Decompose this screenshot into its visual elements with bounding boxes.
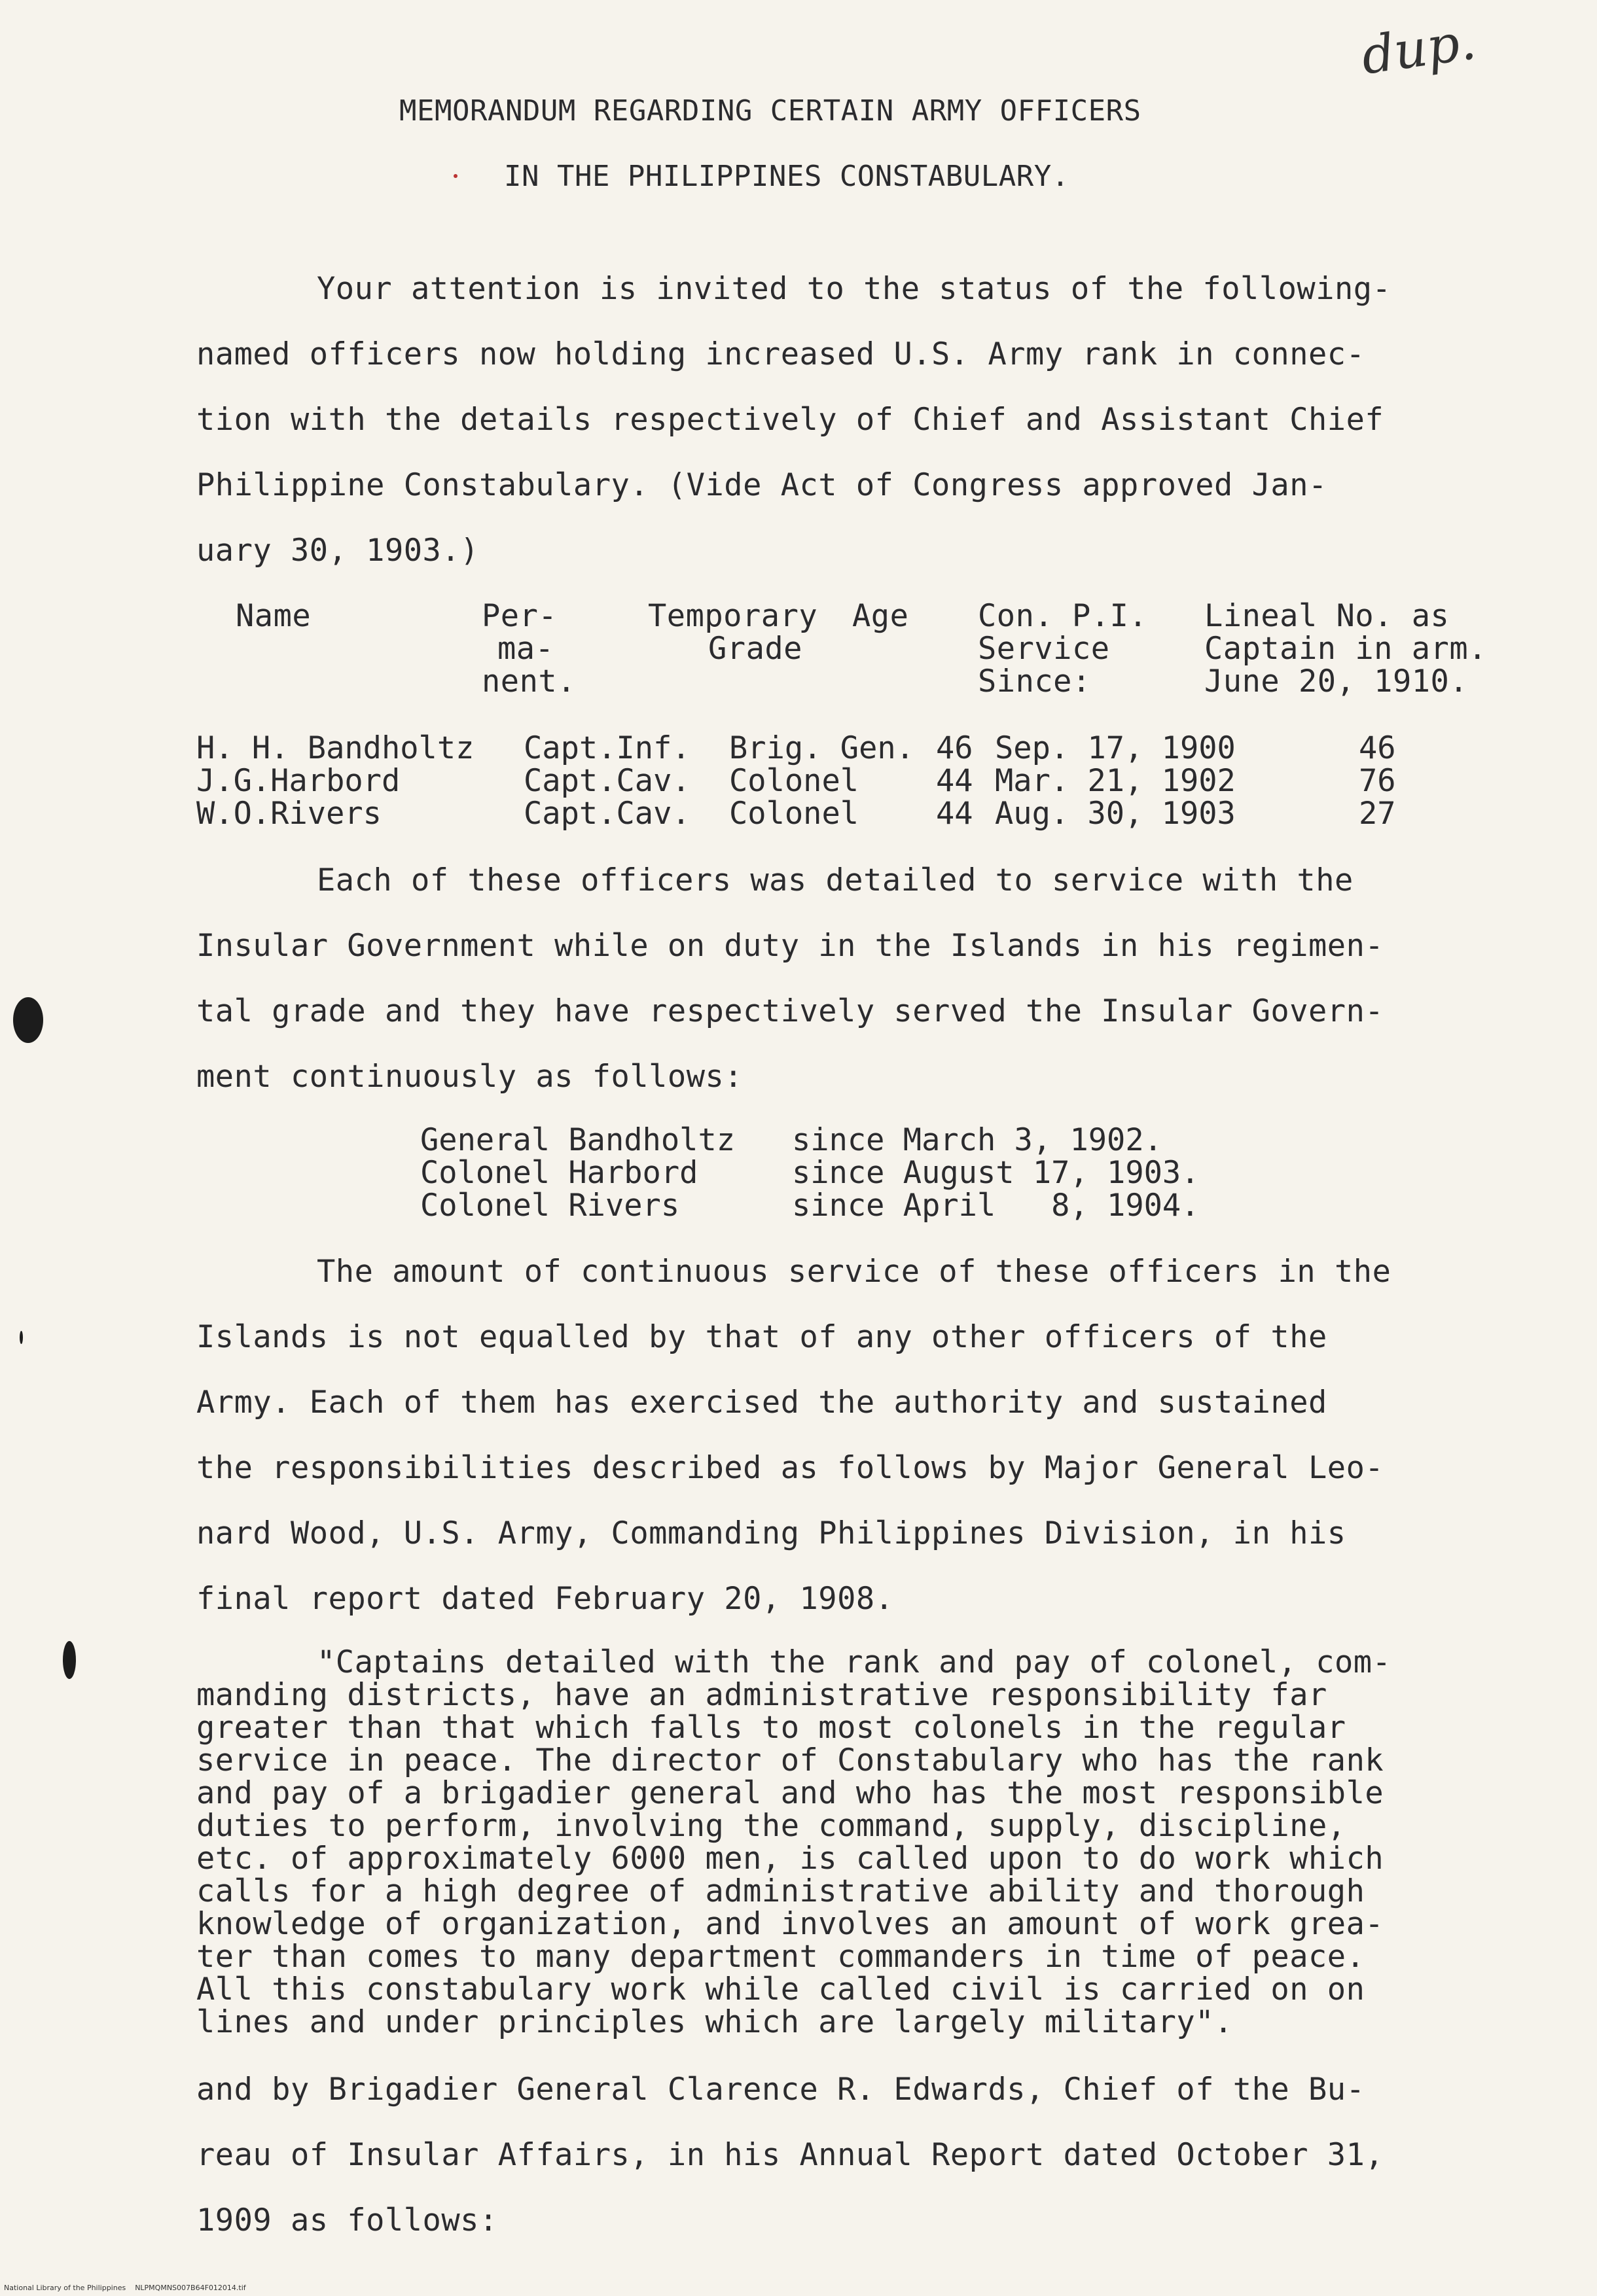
col-header-permanent: ma- (497, 631, 554, 667)
cell-lineal: 27 (1359, 796, 1396, 832)
intro-line: named officers now holding increased U.S. Army rank in connec- (196, 336, 1365, 372)
cell-name: W.O.Rivers (196, 796, 382, 832)
quote-line: lines and under principles which are largely military". (196, 2004, 1233, 2040)
cell-name: J.G.Harbord (196, 763, 401, 799)
para3-line: The amount of continuous service of these officers in the (317, 1254, 1391, 1290)
col-header-permanent: nent. (482, 663, 576, 699)
cell-name: H. H. Bandholtz (196, 730, 475, 766)
quote-line: manding districts, have an administrative responsibility far (196, 1677, 1327, 1713)
ink-blot (63, 1641, 76, 1679)
service-since: since March 3, 1902. (792, 1122, 1162, 1158)
cell-age: 46 (936, 730, 973, 766)
service-officer: Colonel Harbord (420, 1155, 698, 1191)
para4-line: reau of Insular Affairs, in his Annual Report dated October 31, (196, 2137, 1384, 2173)
table-row (0, 763, 1597, 800)
col-header-lineal: Lineal No. as (1204, 598, 1450, 634)
quote-line: duties to perform, involving the command, supply, discipline, (196, 1808, 1346, 1844)
cell-age: 44 (936, 763, 973, 799)
para4-line: 1909 as follows: (196, 2202, 498, 2238)
col-header-temporary: Temporary (648, 598, 818, 634)
quote-line: calls for a high degree of administrative ability and thorough (196, 1873, 1365, 1909)
intro-line: uary 30, 1903.) (196, 533, 479, 569)
col-header-service: Service (978, 631, 1110, 667)
handwritten-annotation: dup. (1357, 12, 1480, 86)
quote-line: knowledge of organization, and involves an amount of work grea- (196, 1906, 1384, 1942)
quote-line: ter than comes to many department commanders in time of peace. (196, 1939, 1365, 1975)
title-line-2: IN THE PHILIPPINES CONSTABULARY. (504, 160, 1069, 193)
service-officer: General Bandholtz (420, 1122, 736, 1158)
cell-since: Aug. 30, 1903 (995, 796, 1236, 832)
table-row (0, 796, 1597, 832)
title-line-1: MEMORANDUM REGARDING CERTAIN ARMY OFFICERS (399, 94, 1141, 128)
intro-line: tion with the details respectively of Chief and Assistant Chief (196, 402, 1384, 438)
service-since: since April 8, 1904. (792, 1188, 1200, 1224)
cell-permanent: Capt.Cav. (524, 763, 691, 799)
para3-line: Islands is not equalled by that of any other officers of the (196, 1319, 1327, 1355)
para3-line: nard Wood, U.S. Army, Commanding Philippines Division, in his (196, 1515, 1346, 1551)
quote-line: All this constabulary work while called civil is carried on on (196, 1971, 1365, 2007)
col-header-lineal: June 20, 1910. (1204, 663, 1469, 699)
cell-lineal: 76 (1359, 763, 1396, 799)
intro-line: Your attention is invited to the status of the following- (317, 271, 1391, 307)
quote-line: and pay of a brigadier general and who has the most responsible (196, 1775, 1384, 1811)
col-header-name: Name (236, 598, 312, 634)
cell-permanent: Capt.Cav. (524, 796, 691, 832)
service-list-item (0, 1190, 1597, 1222)
cell-age: 44 (936, 796, 973, 832)
service-officer: Colonel Rivers (420, 1188, 680, 1224)
col-header-service: Con. P.I. (978, 598, 1148, 634)
para2-line: Each of these officers was detailed to service with the (317, 862, 1354, 898)
cell-since: Sep. 17, 1900 (995, 730, 1236, 766)
service-list-item (0, 1157, 1597, 1190)
cell-since: Mar. 21, 1902 (995, 763, 1236, 799)
ink-blot (13, 997, 43, 1043)
cell-temporary: Colonel (729, 763, 859, 799)
para2-line: Insular Government while on duty in the Islands in his regimen- (196, 928, 1384, 964)
ink-mark (20, 1331, 23, 1344)
cell-temporary: Brig. Gen. (729, 730, 914, 766)
quote-line: "Captains detailed with the rank and pay of colonel, com- (317, 1644, 1391, 1680)
col-header-permanent: Per- (482, 598, 558, 634)
para4-line: and by Brigadier General Clarence R. Edwards, Chief of the Bu- (196, 2072, 1365, 2108)
col-header-temporary: Grade (708, 631, 802, 667)
intro-line: Philippine Constabulary. (Vide Act of Congress approved Jan- (196, 467, 1327, 503)
quote-line: greater than that which falls to most colonels in the regular (196, 1710, 1346, 1746)
para3-line: final report dated February 20, 1908. (196, 1581, 894, 1617)
table-row (0, 730, 1597, 767)
quote-line: service in peace. The director of Constabulary who has the rank (196, 1742, 1384, 1778)
quote-line: etc. of approximately 6000 men, is called upon to do work which (196, 1841, 1384, 1877)
service-since: since August 17, 1903. (792, 1155, 1200, 1191)
archive-footer: National Library of the Philippines NLPMQMNS007B64F012014.tif (4, 2284, 246, 2292)
para2-line: tal grade and they have respectively served the Insular Govern- (196, 993, 1384, 1029)
cell-permanent: Capt.Inf. (524, 730, 691, 766)
cell-temporary: Colonel (729, 796, 859, 832)
col-header-age: Age (852, 598, 909, 634)
para2-line: ment continuously as follows: (196, 1059, 744, 1095)
col-header-lineal: Captain in arm. (1204, 631, 1487, 667)
cell-lineal: 46 (1359, 730, 1396, 766)
para3-line: Army. Each of them has exercised the authority and sustained (196, 1385, 1327, 1421)
service-list-item (0, 1124, 1597, 1157)
para3-line: the responsibilities described as follows by Major General Leo- (196, 1450, 1384, 1486)
col-header-service: Since: (978, 663, 1091, 699)
ink-dot (454, 174, 458, 178)
